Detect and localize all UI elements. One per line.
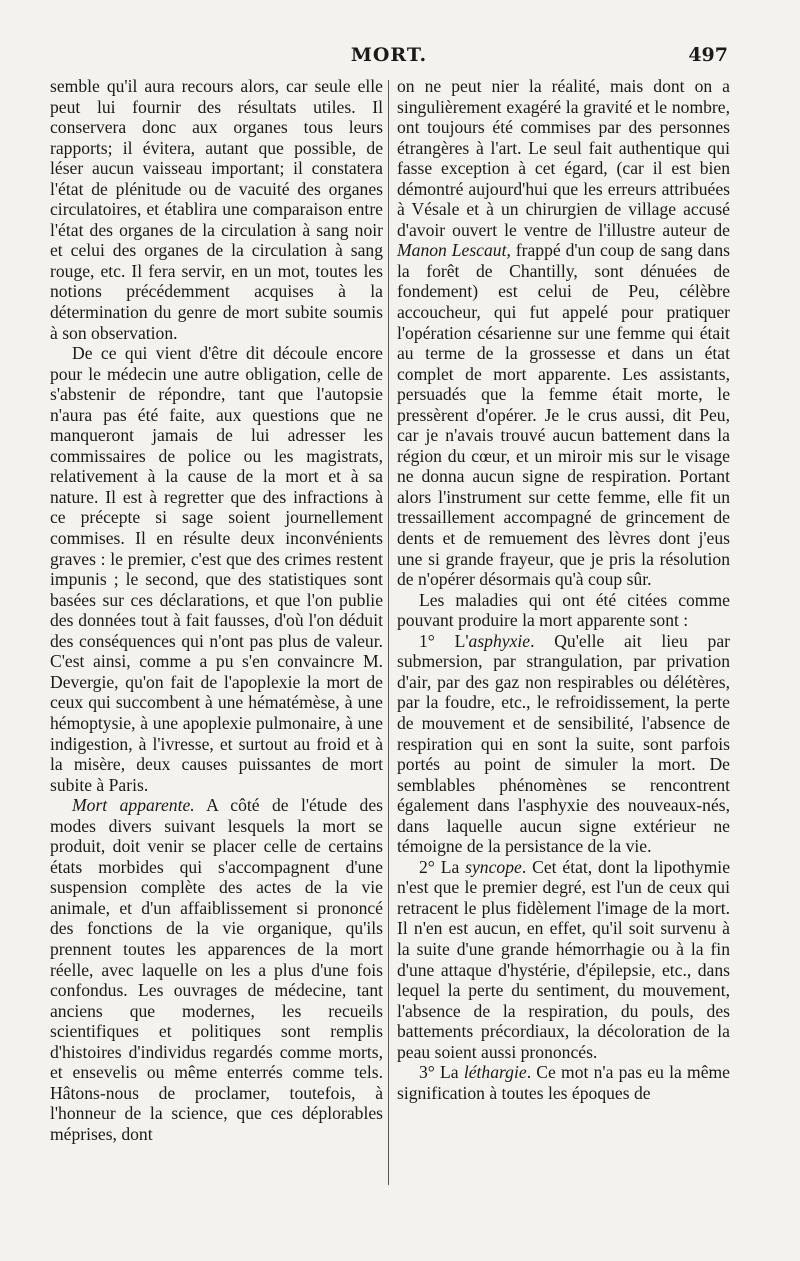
- section-heading: Mort apparente.: [72, 795, 195, 816]
- paragraph-text: . Ce mot n'a pas eu la même signification à toutes les époques de: [397, 1062, 730, 1103]
- column-divider: [388, 80, 389, 1185]
- item-number: 1° L': [419, 630, 469, 651]
- page-number: 497: [688, 44, 728, 66]
- term: syncope: [465, 856, 522, 877]
- left-column: [50, 76, 383, 1144]
- running-title: MORT.: [350, 44, 428, 66]
- list-item: [397, 631, 730, 857]
- item-number: 2° La: [419, 856, 466, 877]
- paragraph-text: . Cet état, dont la lipothymie n'est que le premier degré, est l'un de ceux qui retracent le plus fidèlement l'image de la mort. Il n'en est aucun, en effet, qu'il soit survenu à la suite d'une grande hémorrhagie ou à la fin d'une attaque d'hystérie, d'épilepsie, etc., dans lequel la perte du sentiment, du mouvement, l'absence de la respiration, du pouls, des battements précordiaux, la décoloration de la peau soient aussi prononcés.: [397, 856, 731, 1062]
- paragraph-text: , frappé d'un coup de sang dans la forêt de Chantilly, sont dénuées de fondement) est celui de Peu, célèbre accoucheur, qui fut appelé pour pratiquer l'opération césarienne sur une femme qui était au terme de la grossesse et dans un état complet de mort apparente. Les assistants, persuadés que la femme était morte, le pressèrent d'opérer. Je le crus aussi, dit Peu, car je n'avais trouvé aucun battement dans la région du cœur, et un miroir mis sur le visage ne donna aucun signe de respiration. Portant alors l'instrument sur cette femme, elle fit un tressaillement accompagné de grincement de dents et de remuement des lèvres dont j'eus une si grande frayeur, que je pris la résolution de n'opérer désormais qu'à coup sûr.: [397, 240, 730, 590]
- paragraph: De ce qui vient d'être dit découle encore pour le médecin une autre obligation, celle de s'abstenir de répondre, tant que l'autopsie n'aura pas été faite, aux questions que ne manqueront jamais de lui adresser les commissaires de police ou les magistrats, relativement à la cause de la mort et à sa nature. Il est à regretter que des infractions à ce précepte si sage soient journellement commises. Il en résulte deux inconvénients graves : le premier, c'est que des crimes restent impunis ; le second, que des statistiques sont basées sur ces déclarations, et que l'on publie des données tout à fait fausses, d'où l'on déduit des conséquences qui n'ont pas plus de valeur. C'est ainsi, comme a pu s'en convaincre M. Devergie, qu'on fait de l'apoplexie la mort de ceux qui succombent à une hématémèse, à une hémoptysie, à une apoplexie pulmonaire, à une indigestion, à l'ivresse, et surtout au froid et à la misère, deux causes puissantes de mort subite à Paris.: [50, 343, 383, 795]
- list-item: [397, 857, 730, 1062]
- paragraph-text: A côté de l'étude des modes divers suivant lesquels la mort se produit, doit venir se placer celle de certains états morbides qui s'accompagnent d'une suspension complète des actes de la vie animale, et d'un affaiblissement si prononcé des fonctions de la vie organique, qu'ils prennent toutes les apparences de la mort réelle, avec laquelle on les a plus d'une fois confondus. Les ouvrages de médecine, tant anciens que modernes, les recueils scientifiques et politiques sont remplis d'histoires d'individus regardés comme morts, et ensevelis ou même enterrés comme tels. Hâtons-nous de proclamer, toutefois, à l'honneur de la science, que ces déplorables méprises, dont: [50, 795, 384, 1144]
- paragraph-text: . Qu'elle ait lieu par submersion, par strangulation, par privation d'air, par des gaz non respirables ou délétères, par la foudre, etc., le refroidissement, la perte de mouvement et de sensibilité, l'absence de respiration qui en sont la suite, sont parfois portés au point de simuler la mort. De semblables phénomènes se rencontrent également dans l'asphyxie des nouveaux-nés, dans laquelle aucun signe extérieur ne témoigne de la persistance de la vie.: [397, 630, 730, 857]
- page-header: [50, 44, 728, 70]
- paragraph: [50, 795, 383, 1144]
- paragraph: Les maladies qui ont été citées comme pouvant produire la mort apparente sont :: [397, 589, 730, 631]
- paragraph-text: on ne peut nier la réalité, mais dont on a singulièrement exagéré la gravité et le nombre, ont toujours été commises par des personnes étrangères à l'art. Le seul fait authentique qui fasse exception à cet égard, (car il est bien démontré aujourd'hui que les erreurs attribuées à Vésale et à un chirurgien de village accusé d'avoir ouvert le ventre de l'illustre auteur de: [397, 76, 730, 240]
- paragraph: [397, 76, 730, 590]
- list-item: [397, 1062, 730, 1103]
- term: léthargie: [463, 1062, 527, 1083]
- term: asphyxie: [468, 630, 531, 651]
- book-title: Manon Lescaut: [397, 240, 507, 261]
- paragraph: semble qu'il aura recours alors, car seule elle peut lui fournir des résultats utiles. Il conservera donc aux organes tous leurs rapports; il évitera, autant que possible, de léser aucun vaisseau important; il constatera l'état de plénitude ou de vacuité des organes circulatoires, et établira une comparaison entre l'état des organes de la circulation à sang noir et celui des organes de la circulation à sang rouge, etc. Il fera servir, en un mot, toutes les notions précédemment acquises à la détermination du genre de mort subite soumis à son observation.: [50, 76, 383, 343]
- item-number: 3° La: [419, 1062, 464, 1083]
- right-column: [397, 76, 730, 1103]
